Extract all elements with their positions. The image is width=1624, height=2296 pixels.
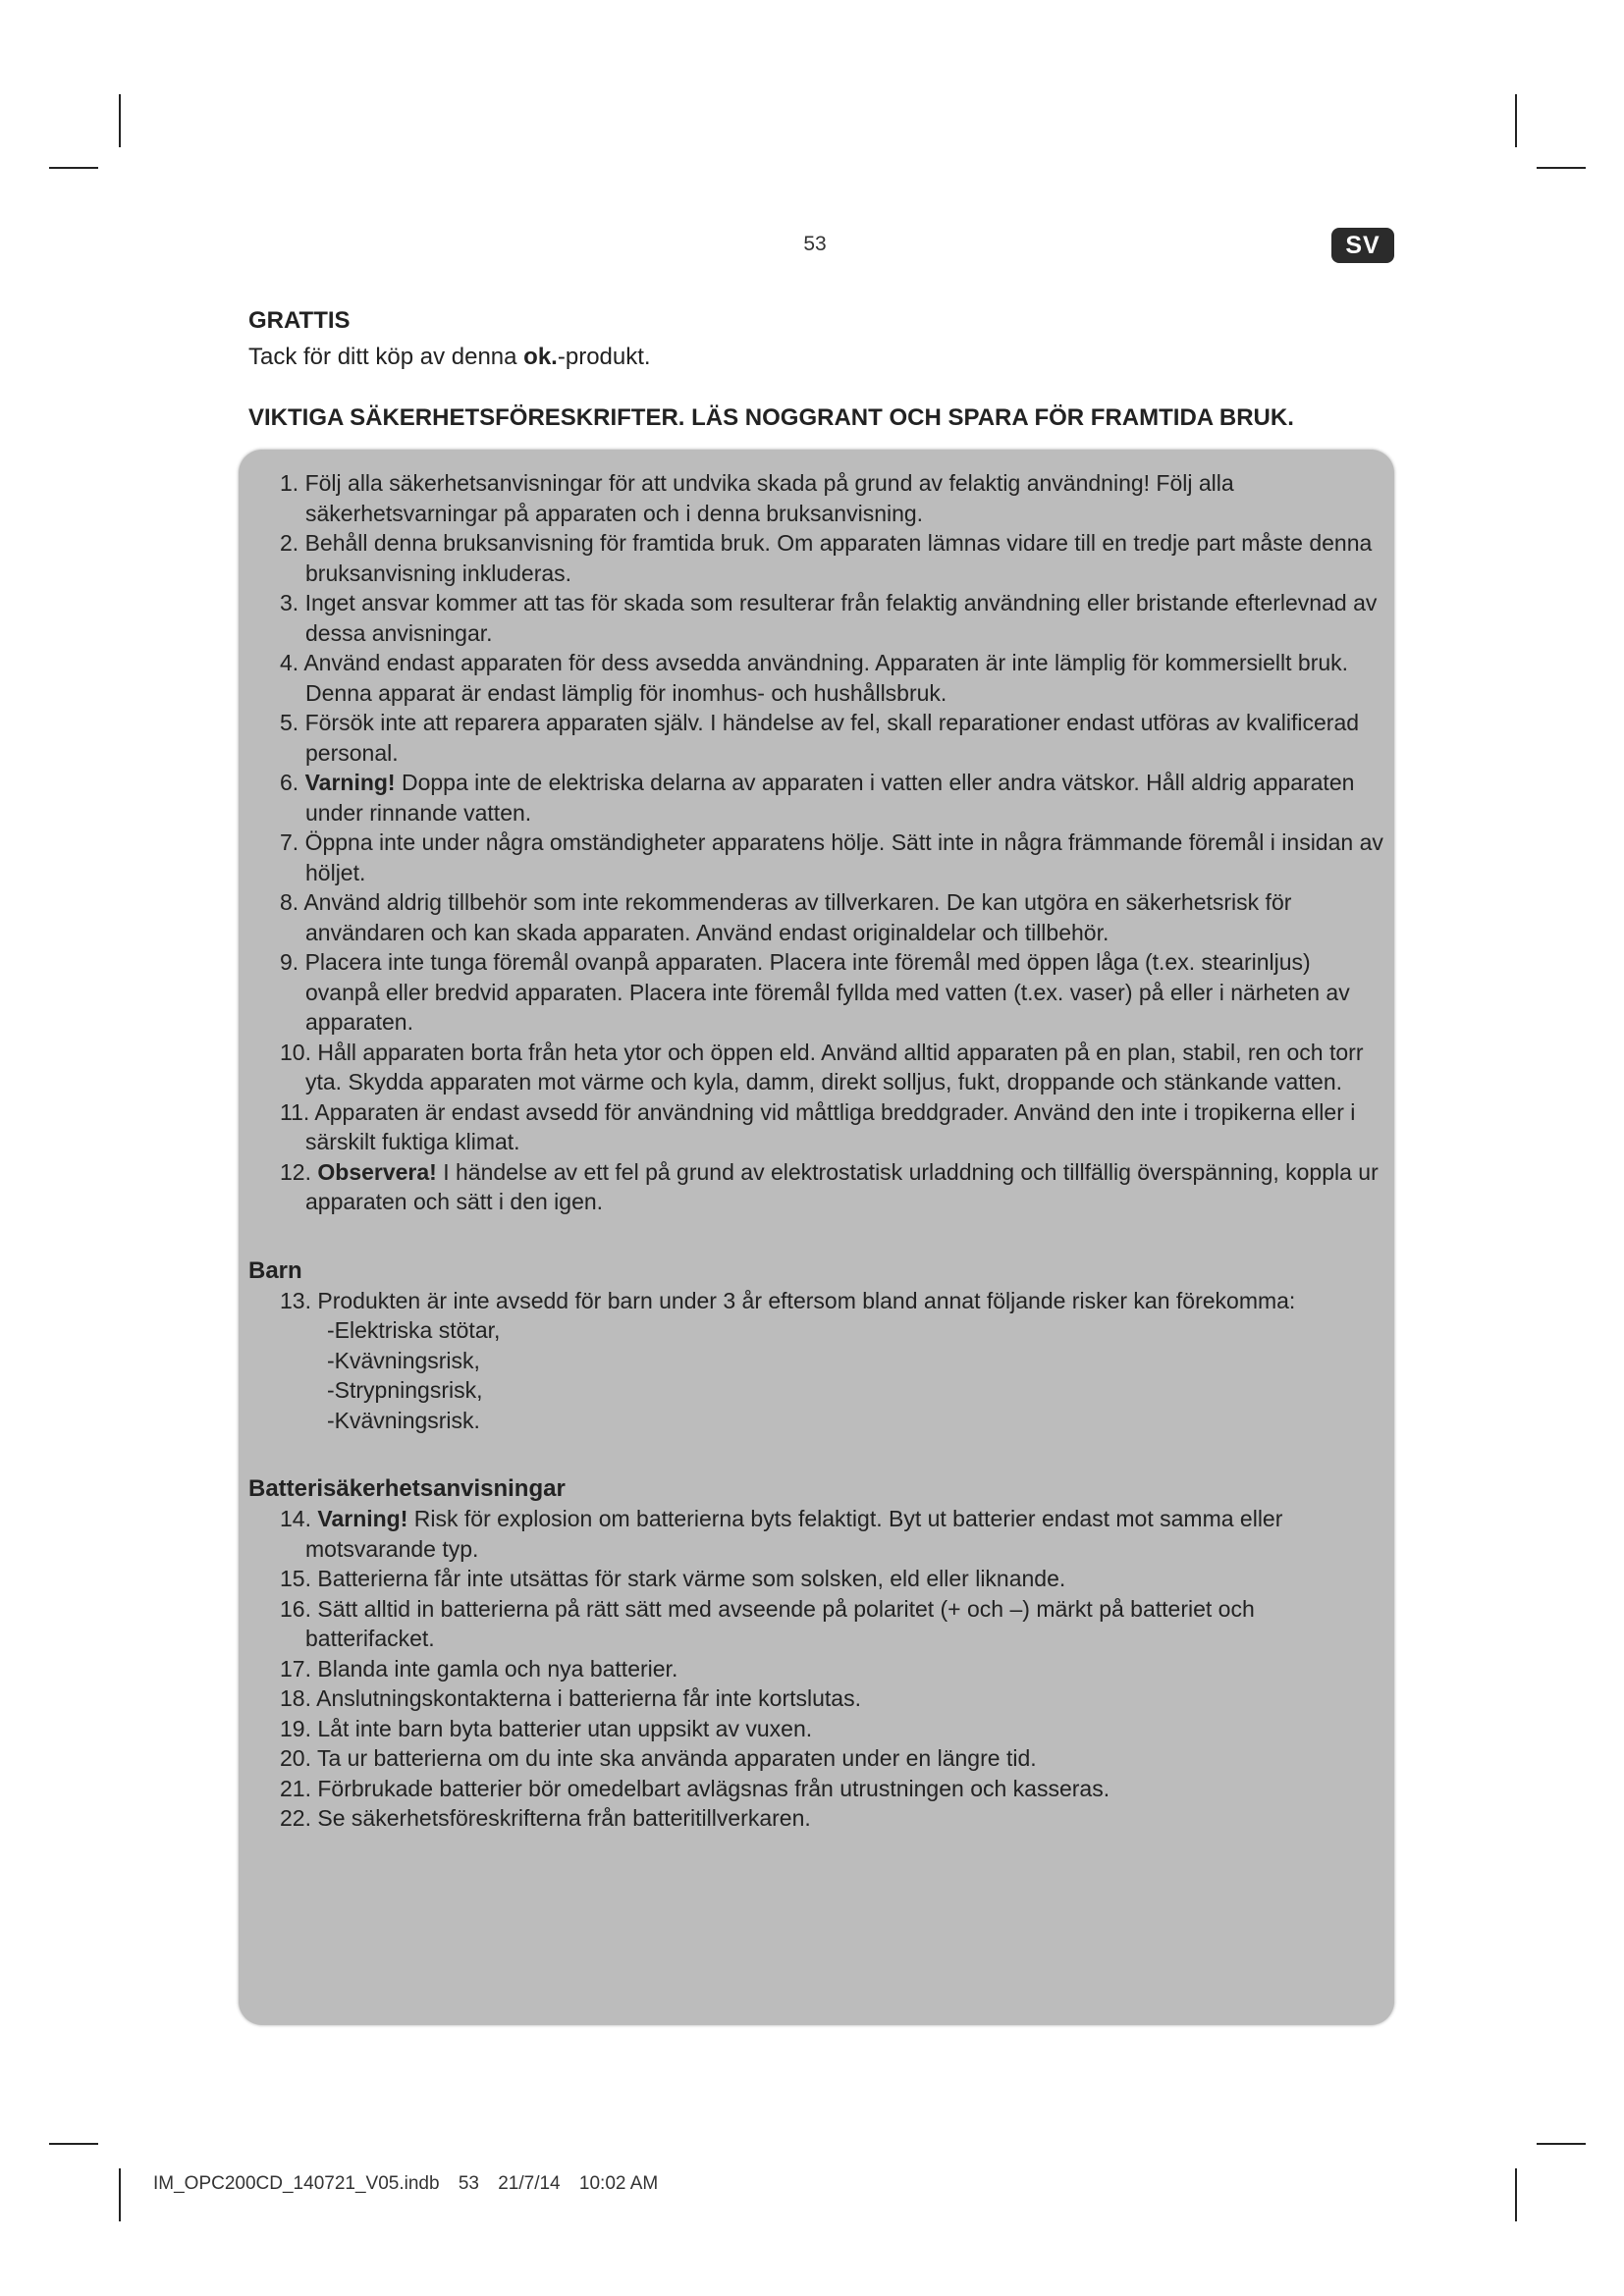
thanks-prefix: Tack för ditt köp av denna bbox=[248, 344, 524, 370]
list-item-text bbox=[248, 1594, 1387, 1654]
item-body: Batterierna får inte utsättas för stark värme som solsken, eld eller liknande. bbox=[317, 1566, 1066, 1591]
item-body: Produkten är inte avsedd för barn under 3 år eftersom bland annat följande risker kan förekomma: bbox=[317, 1287, 1296, 1313]
list-item bbox=[248, 648, 1387, 708]
list-item bbox=[248, 1714, 1387, 1744]
list-item-number: 10. bbox=[280, 1039, 311, 1065]
item-body: Använd endast apparaten för dess avsedda användning. Apparaten är inte lämplig för kommersiellt bruk. Denna apparat är endast lämplig för inomhus- och hushållsbruk. bbox=[303, 650, 1349, 706]
item-body: Förbrukade batterier bör omedelbart avlägsnas från utrustningen och kasseras. bbox=[317, 1775, 1110, 1801]
warning-label: Varning! bbox=[304, 770, 396, 795]
list-item-number: 8. bbox=[280, 889, 299, 915]
list-item-number: 13. bbox=[280, 1287, 311, 1313]
list-item bbox=[248, 528, 1387, 588]
list-item-number: 17. bbox=[280, 1655, 311, 1682]
brand-name: ok. bbox=[523, 344, 558, 370]
battery-items-list bbox=[248, 1504, 1387, 1834]
footer-page: 53 bbox=[458, 2173, 479, 2194]
list-item bbox=[248, 1774, 1387, 1804]
item-body: Använd aldrig tillbehör som inte rekommenderas av tillverkaren. De kan utgöra en säkerhetsrisk för användaren och kan skada apparaten. Använd endast originaldelar och tillbehör. bbox=[303, 889, 1292, 945]
list-item bbox=[248, 1743, 1387, 1774]
item-body: Inget ansvar kommer att tas för skada som resulterar från felaktig användning eller bristande efterlevnad av dessa anvisningar. bbox=[304, 590, 1378, 646]
list-item-text bbox=[248, 708, 1387, 768]
crop-mark bbox=[119, 94, 121, 147]
list-item-text bbox=[248, 768, 1387, 828]
list-item-text bbox=[248, 1564, 1387, 1594]
list-item-number: 15. bbox=[280, 1566, 311, 1591]
list-item-text bbox=[248, 648, 1387, 708]
list-item-number: 1. bbox=[280, 470, 299, 496]
language-badge: SV bbox=[1331, 228, 1394, 263]
item-body: Se säkerhetsföreskrifterna från batteritillverkaren. bbox=[317, 1805, 811, 1831]
list-item-number: 2. bbox=[280, 530, 299, 556]
list-item-number: 3. bbox=[280, 590, 299, 615]
list-item-text bbox=[248, 1683, 1387, 1714]
list-item-text bbox=[248, 1654, 1387, 1684]
list-item-text bbox=[248, 1714, 1387, 1744]
list-item bbox=[248, 1564, 1387, 1594]
risk-item: -Strypningsrisk, bbox=[327, 1377, 483, 1403]
list-item-number: 14. bbox=[280, 1506, 311, 1531]
list-item bbox=[248, 588, 1387, 648]
footer-file: IM_OPC200CD_140721_V05.indb bbox=[153, 2173, 440, 2194]
list-item bbox=[248, 1286, 1387, 1316]
thanks-suffix: -produkt. bbox=[557, 344, 651, 370]
item-body: Placera inte tunga föremål ovanpå apparaten. Placera inte föremål med öppen låga (t.ex. stearinljus) ovanpå eller bredvid apparaten. Placera inte föremål fyllda med vatten (t.ex. vaser) på eller i närheten av apparaten. bbox=[304, 949, 1350, 1035]
safety-content bbox=[248, 468, 1387, 1834]
safety-heading: VIKTIGA SÄKERHETSFÖRESKRIFTER. LÄS NOGGRANT OCH SPARA FÖR FRAMTIDA BRUK. bbox=[248, 404, 1294, 431]
item-body: Behåll denna bruksanvisning för framtida bruk. Om apparaten lämnas vidare till en tredje part måste denna bruksanvisning inkluderas. bbox=[304, 530, 1373, 586]
list-item-text bbox=[248, 1774, 1387, 1804]
list-item-text bbox=[248, 1097, 1387, 1157]
item-body: Låt inte barn byta batterier utan uppsikt av vuxen. bbox=[317, 1715, 813, 1741]
risk-list bbox=[248, 1315, 1387, 1435]
list-item-text bbox=[248, 1504, 1387, 1564]
list-item bbox=[248, 828, 1387, 887]
list-item-number: 21. bbox=[280, 1775, 311, 1801]
list-item-text bbox=[248, 1286, 1387, 1316]
list-item bbox=[248, 947, 1387, 1038]
item-body: Blanda inte gamla och nya batterier. bbox=[317, 1655, 678, 1682]
list-item-number: 5. bbox=[280, 710, 299, 735]
crop-mark bbox=[1537, 167, 1586, 169]
list-item bbox=[248, 1097, 1387, 1157]
list-item bbox=[248, 1654, 1387, 1684]
item-body: Anslutningskontakterna i batterierna får inte kortslutas. bbox=[316, 1685, 861, 1711]
intro-thanks bbox=[248, 344, 651, 371]
list-item bbox=[248, 1803, 1387, 1834]
children-heading: Barn bbox=[248, 1256, 302, 1284]
warning-label: Observera! bbox=[317, 1158, 437, 1185]
list-item-number: 9. bbox=[280, 949, 299, 975]
list-item bbox=[248, 1038, 1387, 1097]
list-item bbox=[248, 1157, 1387, 1217]
risk-item: -Kvävningsrisk. bbox=[327, 1407, 480, 1433]
list-item-text bbox=[248, 887, 1387, 947]
list-item-number: 22. bbox=[280, 1805, 311, 1831]
crop-mark bbox=[1537, 2143, 1586, 2145]
list-item-text bbox=[248, 1038, 1387, 1097]
item-body: Försök inte att reparera apparaten själv. I händelse av fel, skall reparationer endast utföras av kvalificerad personal. bbox=[304, 710, 1360, 766]
list-item-number: 4. bbox=[280, 650, 299, 675]
crop-mark bbox=[49, 167, 98, 169]
safety-items-list bbox=[248, 468, 1387, 1217]
print-footer bbox=[153, 2173, 672, 2195]
item-body: I händelse av ett fel på grund av elektrostatisk urladdning och tillfällig överspänning, koppla ur apparaten och sätt i den igen. bbox=[305, 1158, 1379, 1214]
footer-date: 21/7/14 bbox=[498, 2173, 561, 2194]
list-item bbox=[248, 768, 1387, 828]
crop-mark bbox=[1515, 94, 1517, 147]
item-body: Håll apparaten borta från heta ytor och öppen eld. Använd alltid apparaten på en plan, stabil, ren och torr yta. Skydda apparaten mot värme och kyla, damm, direkt solljus, fukt, droppande och stänkande vatten. bbox=[305, 1039, 1364, 1095]
list-item-text bbox=[248, 1157, 1387, 1217]
list-item bbox=[248, 1504, 1387, 1564]
list-item-number: 16. bbox=[280, 1595, 311, 1622]
list-item-number: 20. bbox=[280, 1745, 311, 1771]
list-item bbox=[248, 1594, 1387, 1654]
warning-label: Varning! bbox=[317, 1506, 408, 1531]
item-body: Risk för explosion om batterierna byts felaktigt. Byt ut batterier endast mot samma eller motsvarande typ. bbox=[305, 1506, 1283, 1562]
item-body: Följ alla säkerhetsanvisningar för att undvika skada på grund av felaktig användning! Följ alla säkerhetsvarningar på apparaten och i denna bruksanvisning. bbox=[304, 470, 1234, 526]
page-number: 53 bbox=[803, 233, 827, 255]
list-item-text bbox=[248, 528, 1387, 588]
list-item-text bbox=[248, 1803, 1387, 1834]
risk-item: -Kvävningsrisk, bbox=[327, 1347, 480, 1373]
list-item-text bbox=[248, 947, 1387, 1038]
intro-title: GRATTIS bbox=[248, 307, 351, 334]
battery-heading: Batterisäkerhetsanvisningar bbox=[248, 1475, 566, 1502]
list-item-text bbox=[248, 468, 1387, 528]
list-item bbox=[248, 887, 1387, 947]
item-body: Sätt alltid in batterierna på rätt sätt med avseende på polaritet (+ och –) märkt på batteriet och batterifacket. bbox=[305, 1595, 1255, 1651]
list-item bbox=[248, 1683, 1387, 1714]
item-body: Doppa inte de elektriska delarna av apparaten i vatten eller andra vätskor. Håll aldrig apparaten under rinnande vatten. bbox=[305, 770, 1355, 826]
crop-mark bbox=[1515, 2168, 1517, 2221]
list-item-text bbox=[248, 1743, 1387, 1774]
list-item-number: 12. bbox=[280, 1158, 311, 1185]
risk-item: -Elektriska stötar, bbox=[327, 1317, 501, 1343]
item-body: Apparaten är endast avsedd för användning vid måttliga breddgrader. Använd den inte i tropikerna eller i särskilt fuktiga klimat. bbox=[305, 1098, 1356, 1154]
crop-mark bbox=[49, 2143, 98, 2145]
list-item-number: 18. bbox=[280, 1685, 311, 1711]
list-item-number: 6. bbox=[280, 770, 299, 795]
list-item-text bbox=[248, 588, 1387, 648]
item-body: Ta ur batterierna om du inte ska använda apparaten under en längre tid. bbox=[316, 1745, 1037, 1771]
list-item-number: 11. bbox=[280, 1098, 310, 1125]
list-item bbox=[248, 708, 1387, 768]
children-item bbox=[248, 1286, 1387, 1316]
list-item-text bbox=[248, 828, 1387, 887]
list-item-number: 7. bbox=[280, 829, 299, 855]
list-item bbox=[248, 468, 1387, 528]
crop-mark bbox=[119, 2168, 121, 2221]
list-item-number: 19. bbox=[280, 1715, 311, 1741]
item-body: Öppna inte under några omständigheter apparatens hölje. Sätt inte in några främmande föremål i insidan av höljet. bbox=[304, 829, 1383, 885]
footer-time: 10:02 AM bbox=[578, 2173, 659, 2194]
